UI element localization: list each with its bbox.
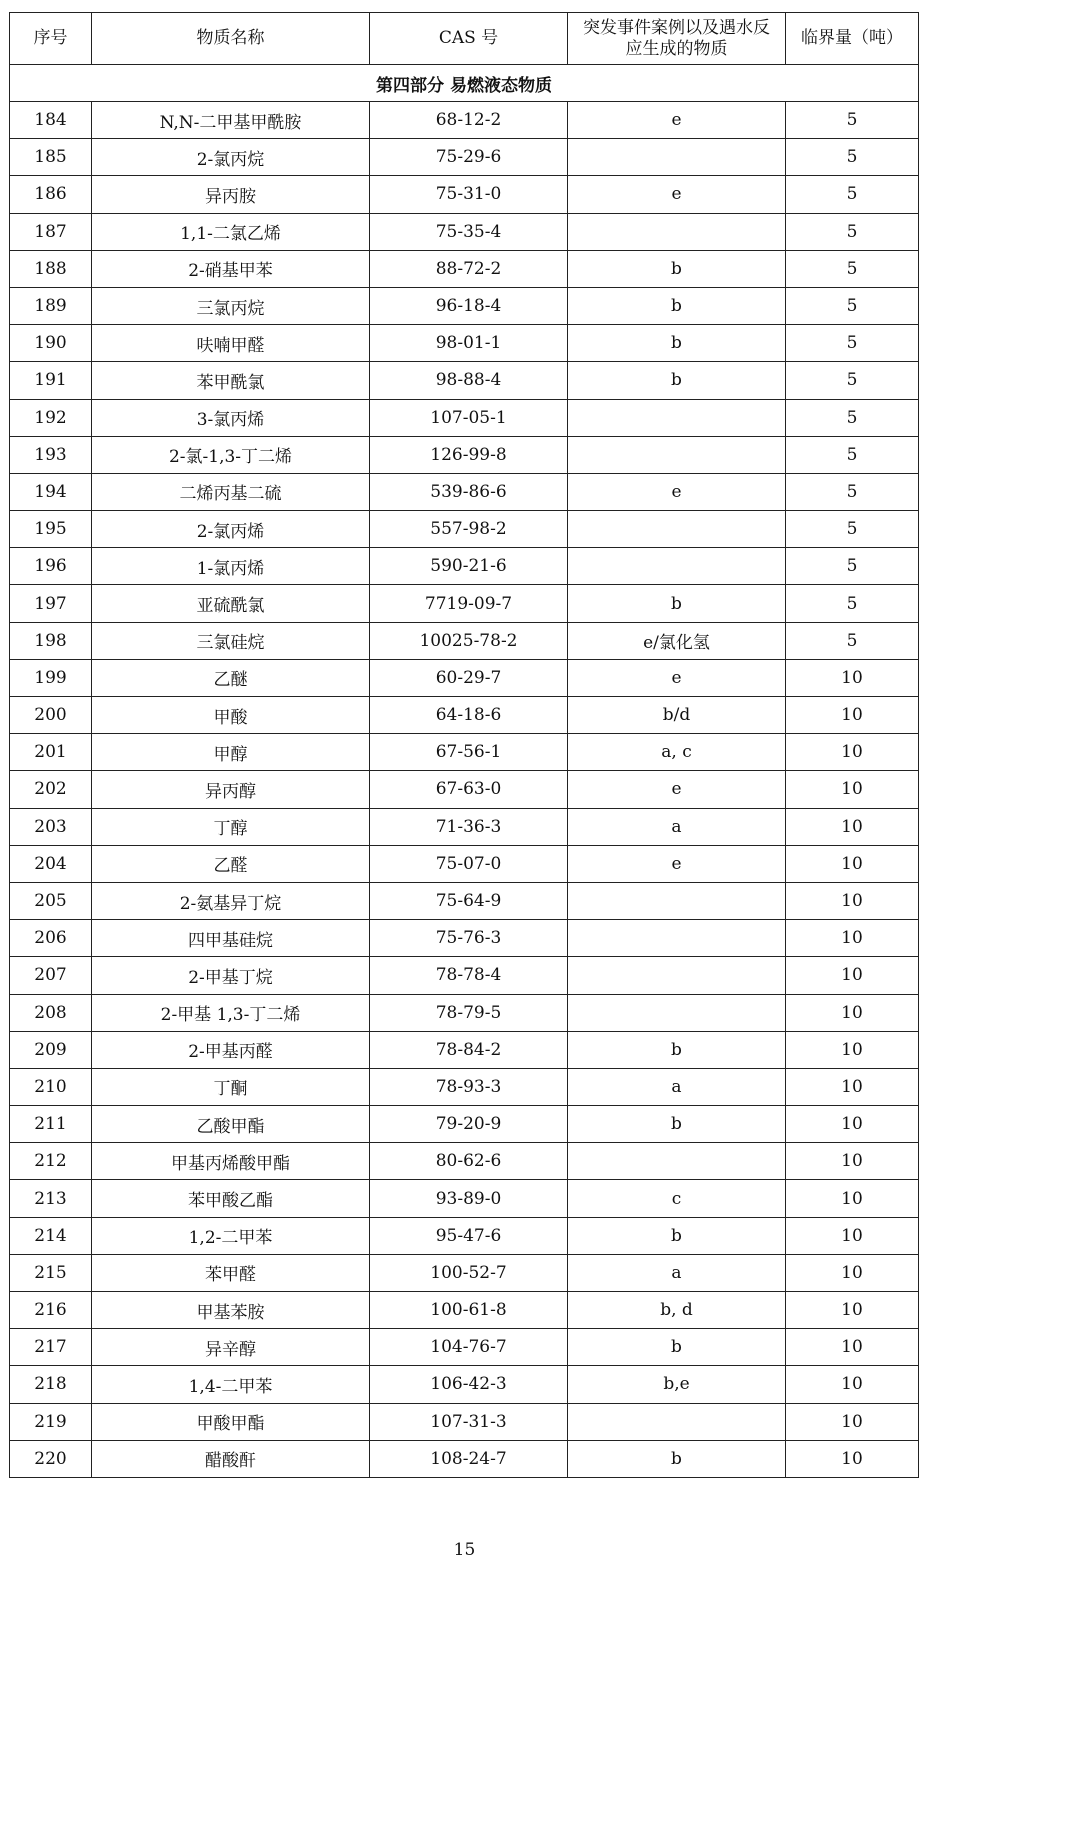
cell-substance-name: 2-氯-1,3-丁二烯 (92, 436, 370, 473)
cell-incident-products: b/d (568, 697, 786, 734)
cell-threshold: 10 (786, 1440, 919, 1477)
cell-substance-name: 丁酮 (92, 1068, 370, 1105)
cell-cas: 64-18-6 (370, 697, 568, 734)
cell-incident-products (568, 436, 786, 473)
cell-incident-products: b (568, 1329, 786, 1366)
cell-incident-products: b (568, 1031, 786, 1068)
cell-cas: 126-99-8 (370, 436, 568, 473)
cell-threshold: 10 (786, 994, 919, 1031)
table-row (10, 1292, 919, 1329)
cell-serial: 195 (10, 511, 92, 548)
cell-substance-name: 乙醚 (92, 659, 370, 696)
cell-threshold: 5 (786, 511, 919, 548)
table-row (10, 771, 919, 808)
cell-threshold: 10 (786, 697, 919, 734)
cell-incident-products (568, 920, 786, 957)
table-row (10, 845, 919, 882)
cell-substance-name: 苯甲酸乙酯 (92, 1180, 370, 1217)
cell-cas: 98-88-4 (370, 362, 568, 399)
cell-threshold: 10 (786, 1329, 919, 1366)
cell-serial: 190 (10, 325, 92, 362)
table-row (10, 287, 919, 324)
cell-substance-name: 甲酸 (92, 697, 370, 734)
header-threshold: 临界量（吨） (786, 13, 919, 65)
cell-cas: 75-76-3 (370, 920, 568, 957)
cell-threshold: 5 (786, 250, 919, 287)
cell-threshold: 5 (786, 176, 919, 213)
cell-cas: 71-36-3 (370, 808, 568, 845)
cell-serial: 208 (10, 994, 92, 1031)
cell-threshold: 5 (786, 325, 919, 362)
cell-substance-name: N,N-二甲基甲酰胺 (92, 102, 370, 139)
cell-incident-products (568, 511, 786, 548)
cell-cas: 107-05-1 (370, 399, 568, 436)
cell-incident-products: b,e (568, 1366, 786, 1403)
cell-substance-name: 甲醇 (92, 734, 370, 771)
header-cas: CAS 号 (370, 13, 568, 65)
cell-substance-name: 1-氯丙烯 (92, 548, 370, 585)
cell-cas: 107-31-3 (370, 1403, 568, 1440)
cell-substance-name: 异丙胺 (92, 176, 370, 213)
cell-threshold: 5 (786, 585, 919, 622)
cell-substance-name: 2-甲基丙醛 (92, 1031, 370, 1068)
cell-serial: 204 (10, 845, 92, 882)
cell-substance-name: 1,1-二氯乙烯 (92, 213, 370, 250)
section-title: 第四部分 易燃液态物质 (10, 65, 919, 102)
cell-substance-name: 三氯硅烷 (92, 622, 370, 659)
cell-cas: 93-89-0 (370, 1180, 568, 1217)
cell-serial: 199 (10, 659, 92, 696)
cell-cas: 60-29-7 (370, 659, 568, 696)
cell-cas: 75-29-6 (370, 139, 568, 176)
cell-substance-name: 甲酸甲酯 (92, 1403, 370, 1440)
cell-serial: 196 (10, 548, 92, 585)
table-row (10, 697, 919, 734)
cell-incident-products: b (568, 1440, 786, 1477)
cell-incident-products: a, c (568, 734, 786, 771)
cell-cas: 96-18-4 (370, 287, 568, 324)
cell-cas: 100-61-8 (370, 1292, 568, 1329)
cell-substance-name: 甲基苯胺 (92, 1292, 370, 1329)
cell-cas: 539-86-6 (370, 473, 568, 510)
table-row (10, 139, 919, 176)
cell-substance-name: 2-氯丙烷 (92, 139, 370, 176)
cell-threshold: 10 (786, 1217, 919, 1254)
cell-incident-products (568, 957, 786, 994)
cell-substance-name: 乙酸甲酯 (92, 1106, 370, 1143)
cell-substance-name: 3-氯丙烯 (92, 399, 370, 436)
cell-threshold: 10 (786, 1031, 919, 1068)
section-row (10, 65, 919, 102)
cell-incident-products (568, 1143, 786, 1180)
cell-cas: 75-64-9 (370, 882, 568, 919)
table-row (10, 808, 919, 845)
cell-serial: 212 (10, 1143, 92, 1180)
cell-serial: 220 (10, 1440, 92, 1477)
cell-threshold: 5 (786, 436, 919, 473)
table-row (10, 1329, 919, 1366)
cell-serial: 218 (10, 1366, 92, 1403)
cell-serial: 184 (10, 102, 92, 139)
table-row (10, 659, 919, 696)
cell-serial: 207 (10, 957, 92, 994)
cell-cas: 104-76-7 (370, 1329, 568, 1366)
cell-incident-products (568, 1403, 786, 1440)
table-row (10, 1180, 919, 1217)
cell-incident-products: b (568, 585, 786, 622)
cell-incident-products: e (568, 473, 786, 510)
cell-incident-products: e/氯化氢 (568, 622, 786, 659)
cell-substance-name: 异丙醇 (92, 771, 370, 808)
cell-serial: 188 (10, 250, 92, 287)
cell-incident-products (568, 548, 786, 585)
cell-threshold: 5 (786, 399, 919, 436)
table-row (10, 920, 919, 957)
cell-serial: 192 (10, 399, 92, 436)
cell-serial: 202 (10, 771, 92, 808)
cell-serial: 211 (10, 1106, 92, 1143)
cell-threshold: 10 (786, 882, 919, 919)
cell-incident-products: b (568, 1106, 786, 1143)
cell-incident-products: e (568, 176, 786, 213)
header-substance-name: 物质名称 (92, 13, 370, 65)
cell-substance-name: 丁醇 (92, 808, 370, 845)
cell-incident-products: c (568, 1180, 786, 1217)
table-row (10, 250, 919, 287)
table-row (10, 473, 919, 510)
cell-threshold: 10 (786, 808, 919, 845)
cell-substance-name: 四甲基硅烷 (92, 920, 370, 957)
cell-serial: 186 (10, 176, 92, 213)
cell-incident-products: e (568, 102, 786, 139)
page-number: 15 (453, 1540, 476, 1560)
cell-incident-products: b (568, 1217, 786, 1254)
cell-threshold: 5 (786, 622, 919, 659)
cell-serial: 189 (10, 287, 92, 324)
table-row (10, 882, 919, 919)
cell-cas: 557-98-2 (370, 511, 568, 548)
substance-table (9, 12, 919, 1478)
cell-incident-products (568, 399, 786, 436)
cell-incident-products: a (568, 1254, 786, 1291)
table-row (10, 1031, 919, 1068)
table-row (10, 1366, 919, 1403)
cell-incident-products: b (568, 325, 786, 362)
cell-serial: 209 (10, 1031, 92, 1068)
cell-incident-products: b, d (568, 1292, 786, 1329)
cell-threshold: 10 (786, 1366, 919, 1403)
cell-cas: 95-47-6 (370, 1217, 568, 1254)
cell-cas: 98-01-1 (370, 325, 568, 362)
cell-threshold: 10 (786, 1292, 919, 1329)
cell-incident-products (568, 882, 786, 919)
table-row (10, 362, 919, 399)
table-header-row (10, 13, 919, 65)
cell-incident-products: a (568, 808, 786, 845)
table-row (10, 399, 919, 436)
cell-serial: 194 (10, 473, 92, 510)
cell-serial: 206 (10, 920, 92, 957)
table-row (10, 1440, 919, 1477)
cell-substance-name: 苯甲酰氯 (92, 362, 370, 399)
cell-incident-products: e (568, 771, 786, 808)
cell-cas: 78-78-4 (370, 957, 568, 994)
cell-incident-products: e (568, 845, 786, 882)
table-row (10, 176, 919, 213)
cell-serial: 219 (10, 1403, 92, 1440)
cell-substance-name: 异辛醇 (92, 1329, 370, 1366)
table-row (10, 1106, 919, 1143)
table-row (10, 1068, 919, 1105)
cell-substance-name: 1,2-二甲苯 (92, 1217, 370, 1254)
cell-serial: 214 (10, 1217, 92, 1254)
cell-cas: 590-21-6 (370, 548, 568, 585)
cell-cas: 7719-09-7 (370, 585, 568, 622)
table-row (10, 511, 919, 548)
cell-incident-products: a (568, 1068, 786, 1105)
cell-substance-name: 亚硫酰氯 (92, 585, 370, 622)
cell-threshold: 5 (786, 362, 919, 399)
cell-cas: 75-07-0 (370, 845, 568, 882)
cell-incident-products: e (568, 659, 786, 696)
cell-serial: 187 (10, 213, 92, 250)
table-row (10, 102, 919, 139)
cell-cas: 10025-78-2 (370, 622, 568, 659)
table-row (10, 325, 919, 362)
table-row (10, 957, 919, 994)
table-row (10, 1143, 919, 1180)
cell-cas: 106-42-3 (370, 1366, 568, 1403)
cell-substance-name: 乙醛 (92, 845, 370, 882)
cell-cas: 100-52-7 (370, 1254, 568, 1291)
cell-serial: 205 (10, 882, 92, 919)
cell-threshold: 10 (786, 1180, 919, 1217)
cell-cas: 78-93-3 (370, 1068, 568, 1105)
cell-threshold: 10 (786, 659, 919, 696)
cell-serial: 201 (10, 734, 92, 771)
table-row (10, 213, 919, 250)
cell-serial: 213 (10, 1180, 92, 1217)
cell-serial: 200 (10, 697, 92, 734)
cell-threshold: 10 (786, 957, 919, 994)
table-row (10, 622, 919, 659)
cell-cas: 78-79-5 (370, 994, 568, 1031)
cell-threshold: 10 (786, 920, 919, 957)
cell-threshold: 5 (786, 548, 919, 585)
cell-threshold: 10 (786, 771, 919, 808)
cell-incident-products: b (568, 250, 786, 287)
cell-threshold: 5 (786, 139, 919, 176)
cell-substance-name: 2-硝基甲苯 (92, 250, 370, 287)
cell-serial: 191 (10, 362, 92, 399)
cell-cas: 75-31-0 (370, 176, 568, 213)
cell-incident-products: b (568, 362, 786, 399)
cell-substance-name: 2-氨基异丁烷 (92, 882, 370, 919)
cell-substance-name: 呋喃甲醛 (92, 325, 370, 362)
cell-cas: 67-56-1 (370, 734, 568, 771)
cell-serial: 216 (10, 1292, 92, 1329)
cell-substance-name: 2-甲基 1,3-丁二烯 (92, 994, 370, 1031)
cell-cas: 78-84-2 (370, 1031, 568, 1068)
cell-cas: 108-24-7 (370, 1440, 568, 1477)
table-row (10, 585, 919, 622)
cell-substance-name: 1,4-二甲苯 (92, 1366, 370, 1403)
cell-threshold: 10 (786, 1106, 919, 1143)
cell-serial: 217 (10, 1329, 92, 1366)
cell-serial: 215 (10, 1254, 92, 1291)
cell-cas: 67-63-0 (370, 771, 568, 808)
table-row (10, 548, 919, 585)
cell-threshold: 5 (786, 473, 919, 510)
cell-cas: 68-12-2 (370, 102, 568, 139)
cell-cas: 88-72-2 (370, 250, 568, 287)
cell-incident-products: b (568, 287, 786, 324)
cell-serial: 198 (10, 622, 92, 659)
cell-serial: 185 (10, 139, 92, 176)
cell-threshold: 10 (786, 1143, 919, 1180)
cell-serial: 203 (10, 808, 92, 845)
table-row (10, 1217, 919, 1254)
cell-cas: 80-62-6 (370, 1143, 568, 1180)
cell-substance-name: 二烯丙基二硫 (92, 473, 370, 510)
table-row (10, 1254, 919, 1291)
header-serial: 序号 (10, 13, 92, 65)
cell-cas: 75-35-4 (370, 213, 568, 250)
cell-threshold: 5 (786, 102, 919, 139)
cell-serial: 193 (10, 436, 92, 473)
cell-substance-name: 2-氯丙烯 (92, 511, 370, 548)
cell-cas: 79-20-9 (370, 1106, 568, 1143)
cell-substance-name: 2-甲基丁烷 (92, 957, 370, 994)
cell-substance-name: 三氯丙烷 (92, 287, 370, 324)
cell-threshold: 10 (786, 845, 919, 882)
cell-threshold: 10 (786, 734, 919, 771)
cell-incident-products (568, 139, 786, 176)
cell-threshold: 10 (786, 1403, 919, 1440)
cell-threshold: 5 (786, 213, 919, 250)
cell-incident-products (568, 994, 786, 1031)
cell-threshold: 10 (786, 1254, 919, 1291)
cell-threshold: 5 (786, 287, 919, 324)
table-row (10, 1403, 919, 1440)
cell-serial: 197 (10, 585, 92, 622)
cell-substance-name: 醋酸酐 (92, 1440, 370, 1477)
table-row (10, 436, 919, 473)
cell-substance-name: 苯甲醛 (92, 1254, 370, 1291)
cell-threshold: 10 (786, 1068, 919, 1105)
cell-serial: 210 (10, 1068, 92, 1105)
table-row (10, 734, 919, 771)
table-row (10, 994, 919, 1031)
header-incident-products: 突发事件案例以及遇水反应生成的物质 (568, 13, 786, 65)
cell-incident-products (568, 213, 786, 250)
cell-substance-name: 甲基丙烯酸甲酯 (92, 1143, 370, 1180)
